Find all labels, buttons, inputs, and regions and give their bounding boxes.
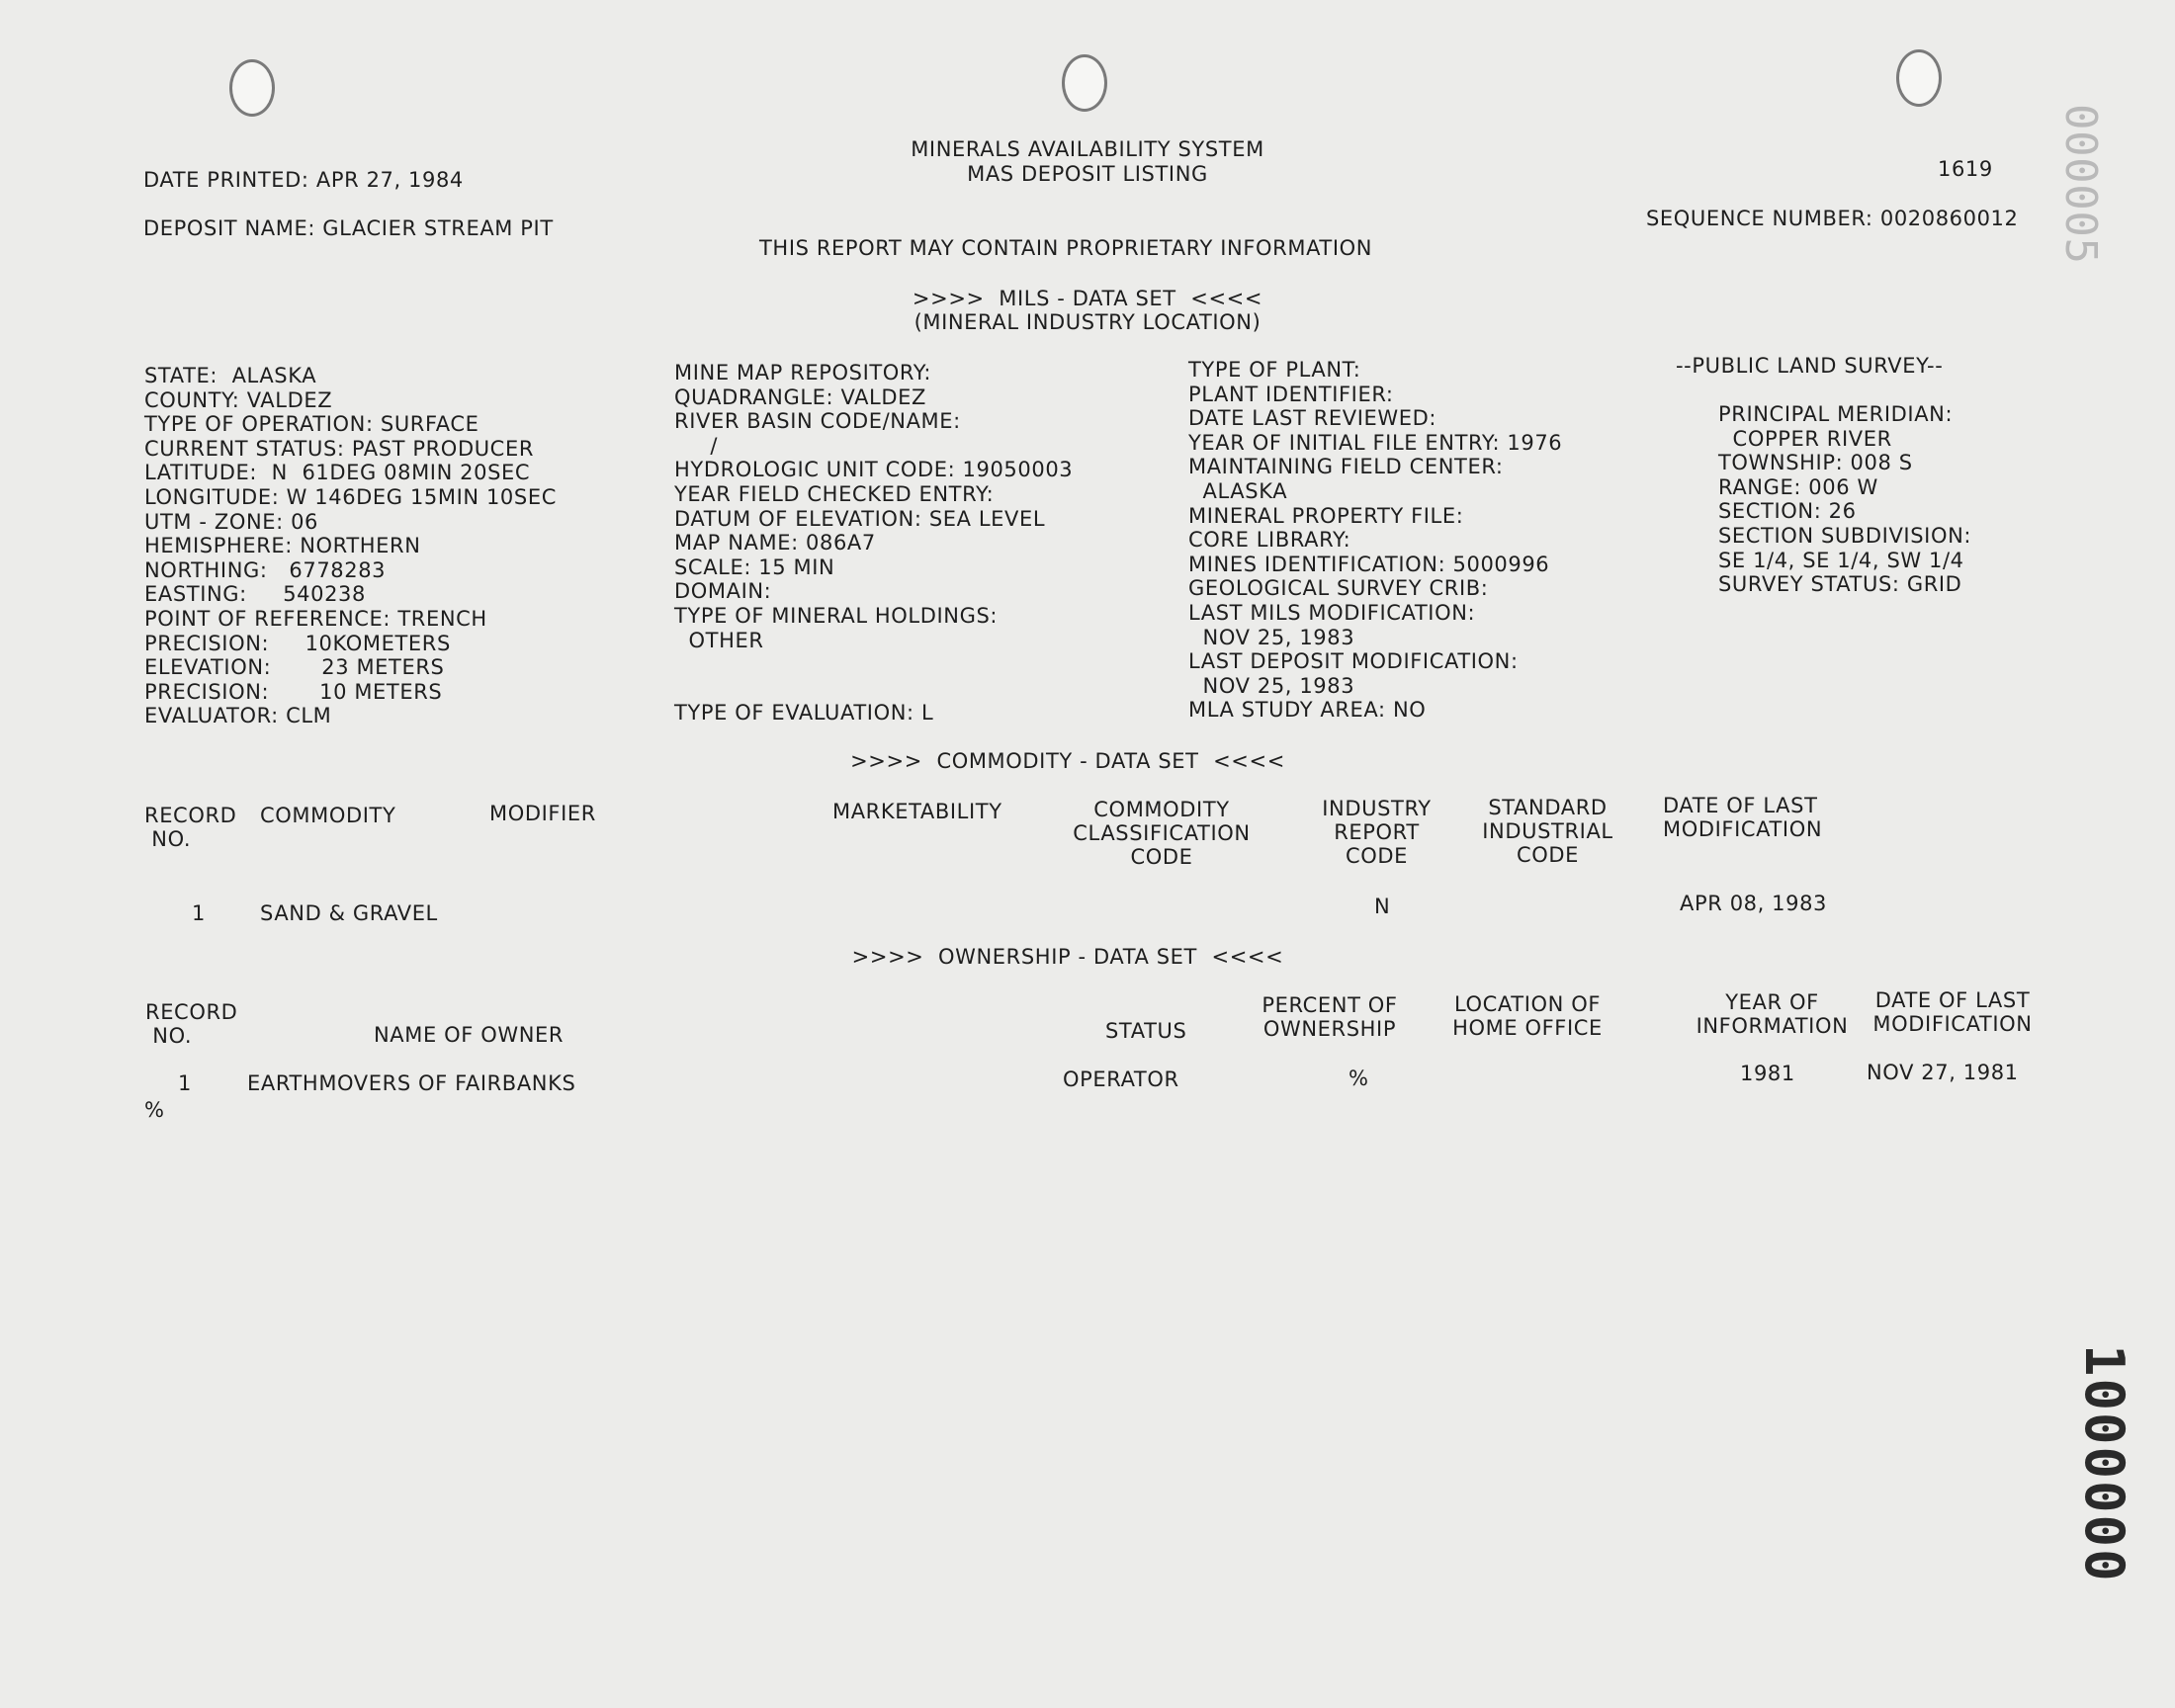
punch-hole-left xyxy=(229,59,275,117)
ownership-row-status: OPERATOR xyxy=(1063,1068,1179,1091)
margin-stamp-bottom: 1000000 xyxy=(2073,1344,2135,1583)
mils-field: EASTING: 540238 xyxy=(144,582,366,607)
sequence-number: SEQUENCE NUMBER: 0020860012 xyxy=(1646,207,2019,230)
mils-field: HEMISPHERE: NORTHERN xyxy=(144,534,421,558)
ownership-row-date: NOV 27, 1981 xyxy=(1867,1061,2019,1084)
mils-field: NOV 25, 1983 xyxy=(1188,625,1355,649)
mils-field: DATE LAST REVIEWED: xyxy=(1188,406,1437,431)
listing-title: MAS DEPOSIT LISTING xyxy=(967,162,1208,186)
mils-column-4 xyxy=(1718,402,1971,597)
survey-field: PRINCIPAL MERIDIAN: xyxy=(1718,402,1954,426)
commodity-row-industry: N xyxy=(1374,895,1391,918)
mils-field: STATE: ALASKA xyxy=(144,364,317,387)
ownership-header-location: LOCATION OF HOME OFFICE xyxy=(1452,992,1603,1040)
survey-field: TOWNSHIP: 008 S xyxy=(1718,451,1913,475)
mils-field: NORTHING: 6778283 xyxy=(144,557,387,582)
date-printed: DATE PRINTED: APR 27, 1984 xyxy=(143,168,464,192)
mils-field: YEAR OF INITIAL FILE ENTRY: 1976 xyxy=(1188,430,1563,455)
mils-field: TYPE OF MINERAL HOLDINGS: xyxy=(674,603,999,628)
mils-field: CORE LIBRARY: xyxy=(1188,528,1351,553)
mils-field: SCALE: 15 MIN xyxy=(674,555,835,579)
ownership-title: >>>> OWNERSHIP - DATA SET <<<< xyxy=(851,945,1284,969)
mils-column-1 xyxy=(144,364,557,728)
margin-stamp-top: 000005 xyxy=(2055,104,2106,265)
mils-field: MAP NAME: 086A7 xyxy=(674,531,876,555)
mils-title: >>>> MILS - DATA SET <<<< xyxy=(912,287,1263,310)
survey-field: SE 1/4, SE 1/4, SW 1/4 xyxy=(1718,548,1964,572)
mils-field: TYPE OF EVALUATION: L xyxy=(674,701,934,726)
mils-field: / xyxy=(674,433,719,458)
ownership-row-name: EARTHMOVERS OF FAIRBANKS xyxy=(247,1071,576,1095)
survey-field: SECTION SUBDIVISION: xyxy=(1718,523,1972,548)
ownership-header-record: RECORD NO. xyxy=(145,1000,238,1048)
mils-field: MINES IDENTIFICATION: 5000996 xyxy=(1188,552,1550,576)
punch-hole-center xyxy=(1062,54,1107,112)
page-number: 1619 xyxy=(1938,157,1993,181)
commodity-header-industry: INDUSTRY REPORT CODE xyxy=(1322,797,1432,868)
mils-field: DATUM OF ELEVATION: SEA LEVEL xyxy=(674,506,1046,531)
mils-field xyxy=(674,677,1073,702)
mils-field: YEAR FIELD CHECKED ENTRY: xyxy=(674,481,995,506)
commodity-header-marketability: MARKETABILITY xyxy=(832,800,1002,823)
survey-field: SECTION: 26 xyxy=(1718,499,1857,524)
public-land-survey-title: --PUBLIC LAND SURVEY-- xyxy=(1676,354,1944,378)
mils-column-2 xyxy=(674,361,1073,726)
commodity-header-classification: COMMODITY CLASSIFICATION CODE xyxy=(1073,798,1251,869)
deposit-name: DEPOSIT NAME: GLACIER STREAM PIT xyxy=(143,216,554,240)
mils-field: GEOLOGICAL SURVEY CRIB: xyxy=(1188,576,1489,601)
proprietary-notice: THIS REPORT MAY CONTAIN PROPRIETARY INFORMATION xyxy=(759,236,1373,260)
mils-field: MINE MAP REPOSITORY: xyxy=(674,361,932,384)
mils-field: LONGITUDE: W 146DEG 15MIN 10SEC xyxy=(144,484,557,509)
ownership-header-status: STATUS xyxy=(1105,1019,1187,1043)
mils-field: LAST MILS MODIFICATION: xyxy=(1188,600,1476,625)
commodity-title: >>>> COMMODITY - DATA SET <<<< xyxy=(850,749,1285,773)
mils-field: HYDROLOGIC UNIT CODE: 19050003 xyxy=(674,458,1074,482)
ownership-header-year: YEAR OF INFORMATION xyxy=(1696,990,1849,1038)
commodity-header-record: RECORD NO. xyxy=(144,804,237,851)
mils-field: RIVER BASIN CODE/NAME: xyxy=(674,409,961,434)
mils-field: OTHER xyxy=(674,628,764,652)
survey-field: RANGE: 006 W xyxy=(1718,474,1878,499)
system-title: MINERALS AVAILABILITY SYSTEM xyxy=(911,137,1264,161)
commodity-header-modifier: MODIFIER xyxy=(489,802,596,825)
mils-field: PLANT IDENTIFIER: xyxy=(1188,382,1394,406)
ownership-row-record: 1 xyxy=(178,1071,192,1095)
mils-field: MAINTAINING FIELD CENTER: xyxy=(1188,455,1504,479)
mils-column-3 xyxy=(1188,358,1562,723)
mils-field: PRECISION: 10 METERS xyxy=(144,679,443,704)
commodity-header-standard: STANDARD INDUSTRIAL CODE xyxy=(1482,796,1613,867)
mils-field xyxy=(674,652,1073,677)
commodity-row-record: 1 xyxy=(192,901,206,925)
mils-field: MLA STUDY AREA: NO xyxy=(1188,698,1427,723)
mils-field: PRECISION: 10KOMETERS xyxy=(144,631,451,655)
mils-field: UTM - ZONE: 06 xyxy=(144,509,319,534)
mils-field: LAST DEPOSIT MODIFICATION: xyxy=(1188,649,1519,674)
ownership-header-name: NAME OF OWNER xyxy=(374,1023,565,1047)
commodity-header-date: DATE OF LAST MODIFICATION xyxy=(1663,794,1823,841)
ownership-header-percent: PERCENT OF OWNERSHIP xyxy=(1262,993,1398,1041)
mils-field: LATITUDE: N 61DEG 08MIN 20SEC xyxy=(144,461,531,485)
survey-field: SURVEY STATUS: GRID xyxy=(1718,572,1962,597)
commodity-row-date: APR 08, 1983 xyxy=(1680,892,1828,915)
mils-field: TYPE OF OPERATION: SURFACE xyxy=(144,412,479,437)
ownership-row-year: 1981 xyxy=(1740,1062,1795,1085)
ownership-row-percent: % xyxy=(1348,1067,1369,1090)
mils-field: COUNTY: VALDEZ xyxy=(144,387,333,412)
mils-subtitle: (MINERAL INDUSTRY LOCATION) xyxy=(914,310,1262,334)
mils-field: EVALUATOR: CLM xyxy=(144,704,332,728)
punch-hole-right xyxy=(1896,49,1942,107)
trailing-percent: % xyxy=(144,1098,165,1122)
commodity-row-commodity: SAND & GRAVEL xyxy=(260,901,438,925)
mils-field: NOV 25, 1983 xyxy=(1188,673,1355,698)
mils-field: ELEVATION: 23 METERS xyxy=(144,655,445,680)
ownership-header-date: DATE OF LAST MODIFICATION xyxy=(1872,988,2033,1036)
survey-field: COPPER RIVER xyxy=(1718,426,1892,451)
mils-field: MINERAL PROPERTY FILE: xyxy=(1188,503,1464,528)
mils-field: CURRENT STATUS: PAST PRODUCER xyxy=(144,436,535,461)
commodity-header-commodity: COMMODITY xyxy=(260,804,396,827)
mils-field: QUADRANGLE: VALDEZ xyxy=(674,384,926,409)
mils-field: DOMAIN: xyxy=(674,579,772,604)
mils-field: TYPE OF PLANT: xyxy=(1188,358,1361,382)
mils-field: POINT OF REFERENCE: TRENCH xyxy=(144,606,487,631)
mils-field: ALASKA xyxy=(1188,478,1288,503)
